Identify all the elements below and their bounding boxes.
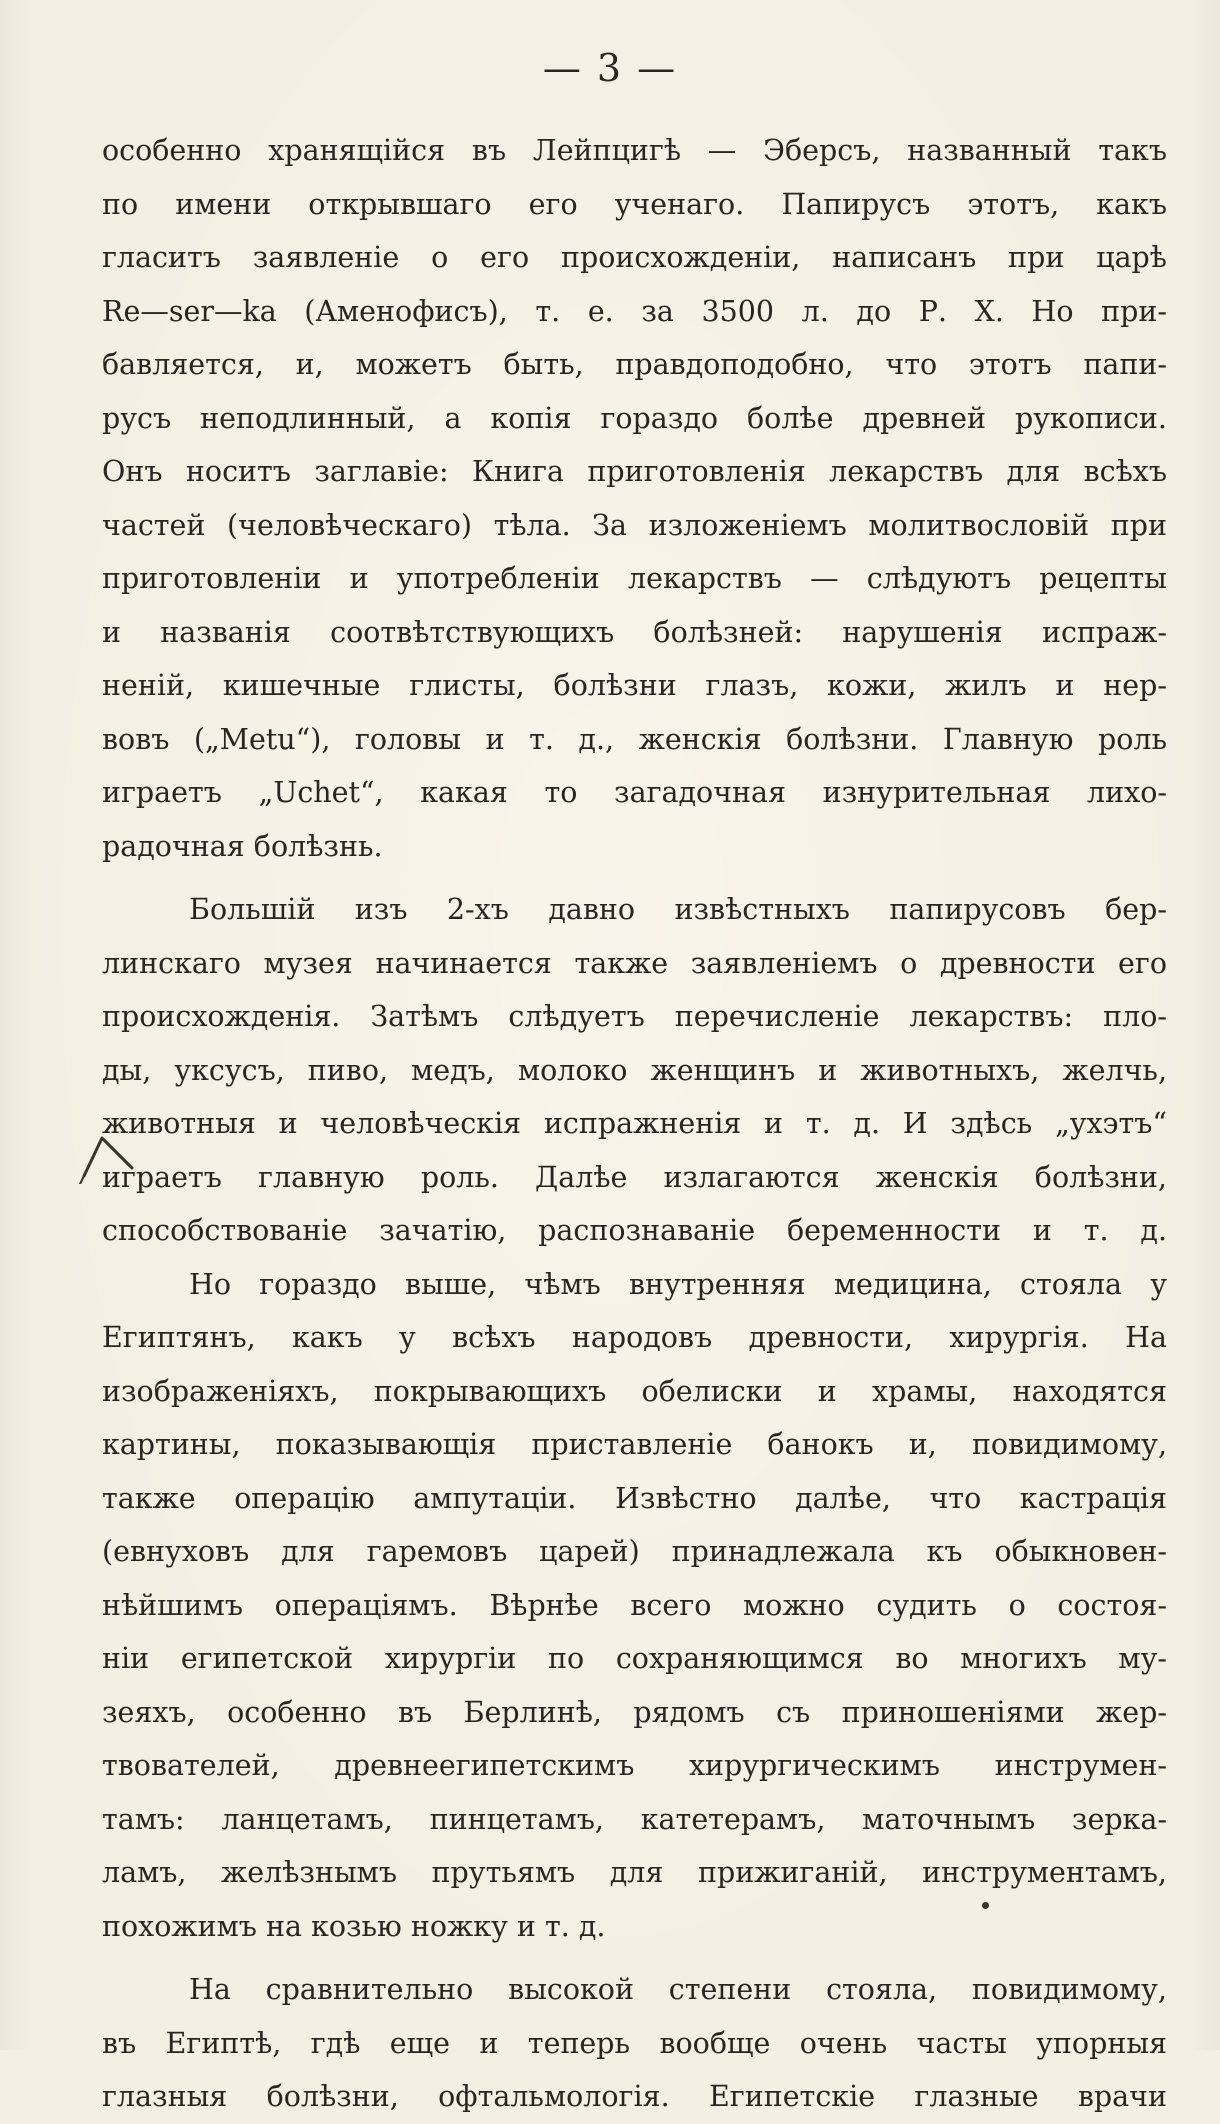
text-line: играетъ главную роль. Далѣе излагаются женскія болѣзни, — [102, 1160, 1167, 1194]
text-line: въ Египтѣ, гдѣ еще и теперь вообще очень часты упорныя — [102, 2026, 1167, 2060]
paragraph-gap — [102, 873, 1167, 883]
text-line: картины, показывающія приставленіе банокъ и, повидимому, — [102, 1428, 1167, 1461]
text-line: похожимъ на козью ножку и т. д. — [102, 1909, 606, 1943]
paragraph-gap — [102, 1953, 1167, 1963]
text-line: На сравнительно высокой степени стояла, повидимому, — [189, 1973, 1167, 2006]
text-line: ламъ, желѣзнымъ прутьямъ для прижиганій, инструментамъ, — [102, 1856, 1167, 1889]
text-line: играетъ „Uchet“, какая то загадочная изнурительная лихо- — [102, 776, 1167, 809]
handwritten-caret-mark — [78, 1124, 138, 1184]
text-line: частей (человѣческаго) тѣла. За изложеніемъ молитвословій при — [102, 508, 1167, 542]
text-line: приготовленіи и употребленіи лекарствъ — слѣдуютъ рецепты — [102, 562, 1167, 595]
text-line: ніи египетской хирургіи по сохраняющимся во многихъ му- — [102, 1642, 1167, 1675]
text-line: ды, уксусъ, пиво, медъ, молоко женщинъ и животныхъ, желчь, — [102, 1053, 1167, 1087]
text-line: линскаго музея начинается также заявленіемъ о древности его — [102, 946, 1167, 980]
page-number: — 3 — — [542, 46, 678, 90]
text-line: нѣйшимъ операціямъ. Вѣрнѣе всего можно судить о состоя- — [102, 1588, 1167, 1622]
body-text — [102, 124, 1167, 2124]
text-line: бавляется, и, можетъ быть, правдоподобно, что этотъ папи- — [102, 348, 1167, 381]
text-line: гласитъ заявленіе о его происхожденіи, написанъ при царѣ — [102, 241, 1167, 274]
text-line: способствованіе зачатію, распознаваніе беременности и т. д. — [102, 1214, 1167, 1247]
text-line: и названія соотвѣтствующихъ болѣзней: нарушенія испраж- — [102, 615, 1167, 649]
text-line: Но гораздо выше, чѣмъ внутренняя медицина, стояла у — [189, 1267, 1167, 1301]
text-line: происхожденія. Затѣмъ слѣдуетъ перечисленіе лекарствъ: пло- — [102, 1000, 1167, 1033]
text-line: Онъ носитъ заглавіе: Книга приготовленія лекарствъ для всѣхъ — [102, 455, 1167, 488]
text-line: русъ неподлинный, а копія гораздо болѣе древней рукописи. — [102, 401, 1167, 435]
text-line: вовъ („Metu“), головы и т. д., женскія болѣзни. Главную роль — [102, 722, 1167, 756]
text-line: твователей, древнеегипетскимъ хирургическимъ инструмен- — [102, 1749, 1167, 1782]
text-line: Большій изъ 2-хъ давно извѣстныхъ папирусовъ бер- — [189, 893, 1167, 926]
text-line: изображеніяхъ, покрывающихъ обелиски и храмы, находятся — [102, 1374, 1167, 1408]
ink-dot — [982, 1902, 989, 1909]
text-line: радочная болѣзнь. — [102, 829, 383, 863]
text-line: Re—ser—ka (Аменофисъ), т. е. за 3500 л. до Р. Х. Но при- — [102, 294, 1167, 328]
text-line: особенно хранящійся въ Лейпцигѣ — Эберсъ, названный такъ — [102, 134, 1167, 167]
text-line: по имени открывшаго его ученаго. Папирусъ этотъ, какъ — [102, 187, 1167, 221]
text-line: также операцію ампутаціи. Извѣстно далѣе, что кастрація — [102, 1481, 1167, 1515]
text-line: неній, кишечные глисты, болѣзни глазъ, кожи, жилъ и нер- — [102, 669, 1167, 702]
text-line: тамъ: ланцетамъ, пинцетамъ, катетерамъ, маточнымъ зерка- — [102, 1802, 1167, 1836]
text-line: (евнуховъ для гаремовъ царей) принадлежала къ обыкновен- — [102, 1535, 1167, 1568]
text-line: глазныя болѣзни, офтальмологія. Египетскіе глазные врачи — [102, 2080, 1167, 2113]
text-line: Египтянъ, какъ у всѣхъ народовъ древности, хирургія. На — [102, 1321, 1167, 1354]
text-line: животныя и человѣческія испражненія и т. д. И здѣсь „ухэтъ“ — [102, 1107, 1167, 1140]
text-line: зеяхъ, особенно въ Берлинѣ, рядомъ съ приношеніями жер- — [102, 1695, 1167, 1729]
